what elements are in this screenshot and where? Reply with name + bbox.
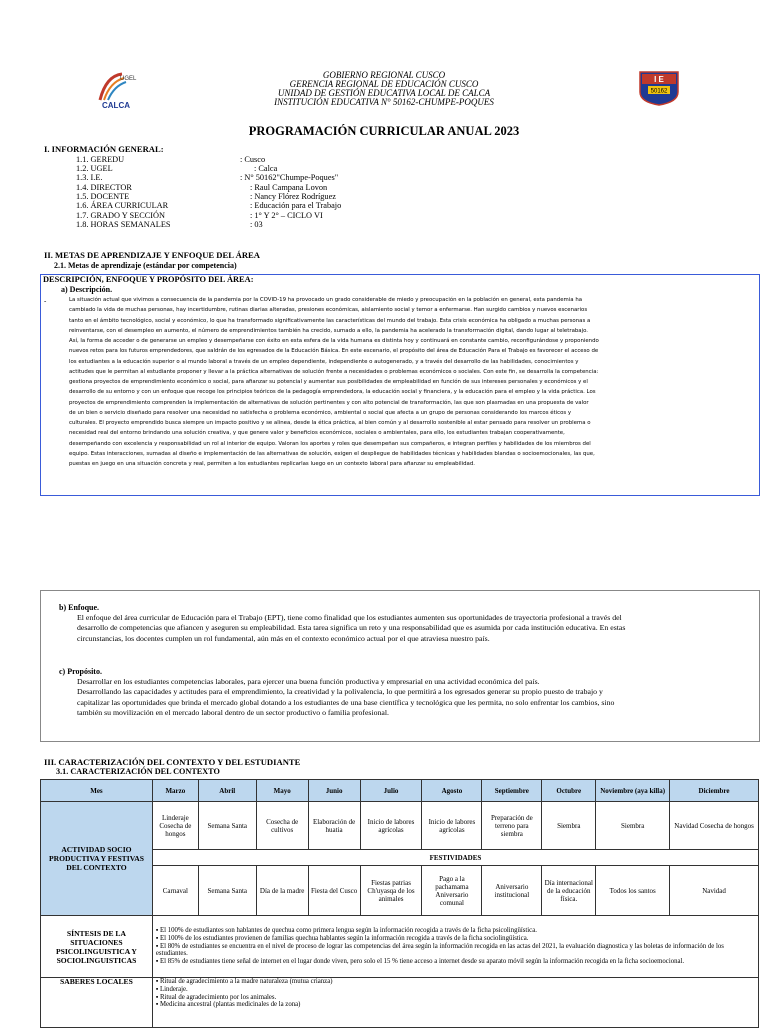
festividad-cell: Fiesta del Cusco bbox=[308, 866, 360, 916]
info-label: 1.3. I.E. bbox=[76, 173, 103, 182]
activity-cell: Inicio de labores agrícolas bbox=[422, 802, 482, 850]
focus-purpose-box bbox=[40, 590, 760, 742]
text-line: El enfoque del área curricular de Educación para el Trabajo (EPT), tiene como finalidad que los estudiantes aumenten sus oportunidades de trayectoria profesional a través del bbox=[77, 613, 622, 622]
saberes-label-cell: SABERES LOCALES bbox=[41, 978, 153, 1028]
info-label: 1.5. DOCENTE bbox=[76, 192, 130, 201]
month-header-cell: Marzo bbox=[152, 780, 198, 802]
month-column-label: Mes bbox=[41, 780, 153, 802]
text-line: cambiado la vida de muchas personas, hay incertidumbre, rutinas diarias alteradas, presiones económicas, aislamiento social y temor a enfermarse. Han surgido cambios y nuevos escenarios bbox=[69, 307, 588, 314]
bullet-item bbox=[156, 986, 757, 994]
activity-cell: Elaboración de huatia bbox=[308, 802, 360, 850]
text-line: puestas en juego en una situación concreta y real, permiten a los estudiantes replicarlas luego en un contexto laboral para afianzar su empleabilidad. bbox=[69, 461, 475, 467]
info-value: : N° 50162"Chumpe-Poques" bbox=[240, 173, 339, 182]
festividad-cell: Semana Santa bbox=[198, 866, 256, 916]
text-line: desarrollo de competencias que afiancen y aseguren su empleabilidad. Esta tarea significa un reto y una responsabilidad que es asumida por cada institución educativa. En estas bbox=[77, 623, 626, 633]
text-line: desempeñando con excelencia y responsabilidad un rol al interior de equipo. Valoran los aportes y roles que desempeñan sus compañeros, e integran perfiles y habilidades de los miembros del bbox=[69, 440, 591, 447]
text-line: desarrollo de su entorno y con un enfoque que recoge los principios teóricos de la pedagogía emprendedora, la educación social y financiera, y la educación para el empleo y la vida práctica. Los bbox=[69, 389, 596, 396]
svg-text:I E: I E bbox=[654, 75, 664, 84]
info-value: : Calca bbox=[254, 164, 278, 173]
festividad-cell: Todos los santos bbox=[596, 866, 670, 916]
svg-text:UGEL: UGEL bbox=[120, 76, 137, 82]
text-line: culturales. El proyecto emprendido busca siempre un impacto positivo y se alinea, desde la ética práctica, al bien común y al desarrollo sostenible al estar pensado para resolver un problema o bbox=[69, 420, 591, 426]
bullet-text: El 100% de estudiantes son hablantes de quechua como primera lengua según la información recogida a través de la ficha psicolingüística. bbox=[160, 927, 537, 934]
focus-text bbox=[77, 613, 753, 644]
section-3-heading: III. CARACTERIZACIÓN DEL CONTEXTO Y DEL ESTUDIANTE bbox=[44, 757, 301, 767]
festividad-cell: Carnaval bbox=[152, 866, 198, 916]
info-label: 1.2. UGEL bbox=[76, 164, 113, 173]
info-value: : Educación para el Trabajo bbox=[250, 201, 342, 210]
text-line: tanto en el ámbito tecnológico, social y económico, lo que ha transformado significativamente las características del mundo del trabajo. Esta crisis económica ha obligado a muchas personas a bbox=[69, 317, 591, 324]
text-line: de un bien o servicio diseñado para resolver una necesidad no satisfecha o problema económico, ambiental o social que afecta a un grupo de personas considerando los marcos éticos y bbox=[69, 409, 572, 416]
festividad-cell: Navidad bbox=[670, 866, 759, 916]
header-line-1: GOBIERNO REGIONAL CUSCO bbox=[322, 70, 446, 80]
svg-text:50162: 50162 bbox=[650, 88, 668, 95]
bullet-text: Linderaje. bbox=[160, 985, 188, 993]
activity-cell: Siembra bbox=[596, 802, 670, 850]
saberes-content bbox=[152, 978, 758, 1028]
header-line-3: UNIDAD DE GESTIÓN EDUCATIVA LOCAL DE CALCA bbox=[277, 88, 491, 98]
info-label: 1.8. HORAS SEMANALES bbox=[76, 220, 171, 229]
info-value: : Raul Campana Lovon bbox=[250, 183, 328, 192]
text-line: también su movilización en el mercado laboral dentro de un sector productivo o familia profesional. bbox=[77, 707, 389, 717]
activities-row bbox=[41, 802, 759, 850]
bullet-icon: ▪ bbox=[155, 934, 160, 942]
month-header-cell: Julio bbox=[360, 780, 422, 802]
info-label: 1.6. ÁREA CURRICULAR bbox=[76, 201, 169, 210]
activity-cell: Navidad Cosecha de hongos bbox=[670, 802, 759, 850]
context-table bbox=[40, 779, 759, 1028]
bullet-icon: ▪ bbox=[155, 993, 160, 1001]
bullet-dash: - bbox=[44, 297, 47, 305]
section-3-1-heading: 3.1. CARACTERIZACIÓN DEL CONTEXTO bbox=[56, 767, 220, 776]
text-line: Así, la forma de acceder o de generarse un empleo y desempeñarse con éxito en esta esfera de la vida humana es distinta hoy y continuará en constante cambio, reconfigurándose y proponiendo bbox=[69, 338, 599, 344]
info-label: 1.7. GRADO Y SECCIÓN bbox=[76, 211, 166, 220]
info-value: : Cusco bbox=[240, 155, 266, 164]
text-line: Desarrollando las capacidades y actitudes para el emprendimiento, la creatividad y la polivalencia, lo que permitirá a los egresados generar su propio puesto de trabajo y bbox=[77, 687, 603, 697]
bullet-text: El 100% de los estudiantes provienen de familias quechua hablantes según la información recogida a través de la ficha sociolingüística. bbox=[160, 934, 529, 942]
activity-cell: Preparación de terreno para siembra bbox=[482, 802, 542, 850]
info-label: 1.1. GEREDU bbox=[76, 155, 125, 164]
festividad-cell: Pago a la pachamama Aniversario comunal bbox=[422, 866, 482, 916]
section-2-heading: II. METAS DE APRENDIZAJE Y ENFOQUE DEL ÁREA bbox=[44, 250, 260, 260]
bullet-text: Ritual de agradecimiento a la madre naturaleza (mutua crianza) bbox=[160, 978, 333, 985]
description-box-heading: DESCRIPCIÓN, ENFOQUE Y PROPÓSITO DEL ÁREA: bbox=[43, 275, 254, 284]
page-title: PROGRAMACIÓN CURRICULAR ANUAL 2023 bbox=[248, 124, 520, 138]
text-line: los estudiantes a la educación superior o al mundo laboral a través de un empleo dependiente, independiente o autogenerado, y a través del desarrollo de las habilidades, conocimientos y bbox=[69, 358, 579, 365]
bullet-icon: ▪ bbox=[155, 985, 160, 993]
text-line: necesidad real del entorno brindando una solución creativa, y que genere valor y beneficios económicos, sociales o ambientales, para ello, los estudiantes trabajan cooperativamente, bbox=[69, 430, 565, 437]
bullet-icon: ▪ bbox=[155, 942, 160, 950]
school-shield-logo bbox=[636, 70, 682, 106]
sintesis-content bbox=[152, 916, 758, 978]
section-2-1-heading: 2.1. Metas de aprendizaje (estándar por competencia) bbox=[54, 261, 237, 270]
month-header-cell: Noviembre (aya killa) bbox=[596, 780, 670, 802]
bullet-text: El 80% de estudiantes se encuentra en el nivel de proceso de lograr las competencias del área según la información recogida en las actas del 2021, la evaluación diagnostica y las boletas de información de los estudiantes. bbox=[155, 942, 724, 958]
bullet-icon: ▪ bbox=[155, 978, 160, 985]
activity-cell: Linderaje Cosecha de hongos bbox=[152, 802, 198, 850]
bullet-item bbox=[156, 958, 757, 966]
activity-cell: Cosecha de cultivos bbox=[256, 802, 308, 850]
header-line-2: GERENCIA REGIONAL DE EDUCACIÓN CUSCO bbox=[289, 79, 479, 89]
description-text bbox=[69, 295, 755, 469]
purpose-label: c) Propósito. bbox=[59, 667, 102, 676]
bullet-item bbox=[156, 927, 757, 935]
activity-cell: Siembra bbox=[542, 802, 596, 850]
bullet-text: El 85% de estudiantes tiene señal de internet en el lugar donde viven, pero solo el 15 % tiene acceso a internet desde su aparato móvil según la información recogida en la ficha socioemocional. bbox=[160, 958, 685, 966]
activity-label-cell: ACTIVIDAD SOCIO PRODUCTIVA Y FESTIVAS DEL CONTEXTO bbox=[41, 802, 153, 916]
festividad-cell: Aniversario institucional bbox=[482, 866, 542, 916]
text-line: actitudes que le permitan al estudiante proponer y llevar a la práctica alternativas de solución frente a necesidades o problemas económicos o sociales. Con este fin, se desarrolla la competencia: bbox=[69, 368, 599, 375]
bullet-text: Medicina ancestral (plantas medicinales de la zona) bbox=[160, 1001, 301, 1009]
activity-cell: Inicio de labores agrícolas bbox=[360, 802, 422, 850]
month-header-cell: Diciembre bbox=[670, 780, 759, 802]
month-header-cell: Agosto bbox=[422, 780, 482, 802]
month-header-cell: Junio bbox=[308, 780, 360, 802]
bullet-item bbox=[156, 1001, 757, 1009]
info-value: : 1° Y 2° – CICLO VI bbox=[250, 211, 323, 220]
month-header-cell: Mayo bbox=[256, 780, 308, 802]
info-value: : Nancy Flórez Rodríguez bbox=[250, 192, 336, 201]
activity-cell: Semana Santa bbox=[198, 802, 256, 850]
month-header-cell: Abril bbox=[198, 780, 256, 802]
bullet-icon: ▪ bbox=[155, 1001, 160, 1009]
svg-text:CALCA: CALCA bbox=[102, 101, 130, 110]
bullet-icon: ▪ bbox=[155, 927, 160, 934]
text-line: gestiona proyectos de emprendimiento económico o social, para afianzar su potencial y aumentar sus posibilidades de empleabilidad en función de sus intereses personales y económicos y el bbox=[69, 379, 588, 385]
section-1-heading: I. INFORMACIÓN GENERAL: bbox=[44, 144, 164, 154]
description-label: a) Descripción. bbox=[61, 285, 113, 294]
month-header-cell: Septiembre bbox=[482, 780, 542, 802]
months-header-row bbox=[41, 780, 759, 802]
text-line: reinventarse, con el desempleo en aumento, el número de emprendimientos también ha crecido, sumado a ello, la pandemia ha acelerado la transformación digital, dando lugar al teletrabajo. bbox=[69, 327, 589, 334]
text-line: proyectos de emprendimiento comprenden la implementación de alternativas de solución pertinentes y con alto potencial de transformación, las que son plasmadas en una propuesta de valor bbox=[69, 399, 589, 406]
festividad-cell: Día internacional de la educación física. bbox=[542, 866, 596, 916]
festividades-label: FESTIVIDADES bbox=[152, 850, 758, 866]
bullet-item bbox=[156, 943, 757, 959]
sintesis-row bbox=[41, 916, 759, 978]
text-line: La situación actual que vivimos a consecuencia de la pandemia por la COVID-19 ha provocado un grado considerable de miedo y preocupación en la población en general, esta pandemia ha bbox=[69, 297, 583, 303]
bullet-icon: ▪ bbox=[155, 958, 160, 966]
saberes-row bbox=[41, 978, 759, 1028]
text-line: equipo. Estas interacciones, sumadas al diseño e implementación de las alternativas de solución, exigen el despliegue de habilidades técnicas y habilidades blandas o socioemocionales, las que, bbox=[69, 450, 595, 457]
focus-label: b) Enfoque. bbox=[59, 603, 100, 612]
text-line: Desarrollar en los estudiantes competencias laborales, para ejercer una buena función productiva y empresarial en una actividad económica del país. bbox=[77, 677, 540, 686]
festividad-cell: Día de la madre bbox=[256, 866, 308, 916]
description-box bbox=[40, 274, 760, 496]
info-value: : 03 bbox=[250, 220, 263, 229]
header-line-4: INSTITUCIÓN EDUCATIVA N° 50162-CHUMPE-POQUES bbox=[274, 97, 494, 107]
text-line: circunstancias, los docentes cumplen un rol fundamental, aún más en el contexto económico actual por el que atraviesa nuestro país. bbox=[77, 633, 490, 643]
purpose-text bbox=[77, 677, 753, 718]
info-label: 1.4. DIRECTOR bbox=[76, 183, 132, 192]
bullet-text: Ritual de agradecimiento por los animales. bbox=[160, 993, 277, 1001]
general-info bbox=[44, 145, 444, 265]
bullet-item bbox=[156, 935, 757, 943]
bullet-item bbox=[156, 994, 757, 1002]
bullet-item bbox=[156, 978, 757, 986]
text-line: nuevos retos para los futuros emprendedores, que saldrán de los egresados de la Educación Básica. En este escenario, el propósito del área de Educación Para el Trabajo es favorecer el acceso de bbox=[69, 348, 599, 355]
month-header-cell: Octubre bbox=[542, 780, 596, 802]
text-line: capitalizar las oportunidades que brinda el mercado global dotando a los estudiantes de una base científica y tecnológica que les permita, no solo enfrentar los cambios, sino bbox=[77, 697, 615, 707]
festividad-cell: Fiestas patrias Ch'uyasqa de los animales bbox=[360, 866, 422, 916]
sintesis-label-cell: SÍNTESIS DE LA SITUACIONES PSICOLINGUISTICA Y SOCIOLINGUISTICAS bbox=[41, 916, 153, 978]
